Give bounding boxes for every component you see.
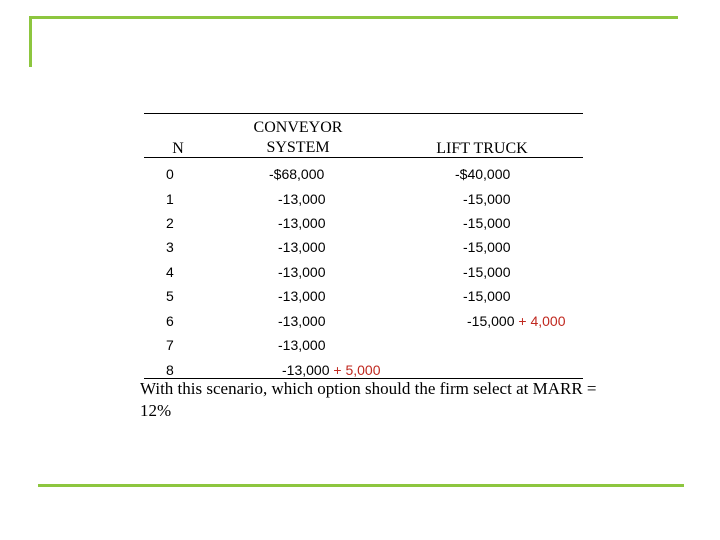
decorative-top-line [29, 16, 678, 19]
cell-conveyor-3 [278, 238, 325, 256]
cell-lift-0 [455, 165, 510, 183]
value: -13,000 [278, 239, 326, 255]
cell-lift-5 [463, 287, 510, 305]
value: -13,000 [278, 288, 326, 304]
cell-n-1: 1 [166, 191, 174, 207]
cell-n-0: 0 [166, 166, 174, 182]
cell-n-3: 3 [166, 239, 174, 255]
cell-conveyor-5 [278, 287, 325, 305]
header-lift-truck: LIFT TRUCK [436, 140, 528, 157]
value: -13,000 [278, 337, 326, 353]
header-n: N [172, 140, 184, 157]
value: -15,000 [467, 313, 515, 329]
cell-lift-2 [463, 214, 510, 232]
cell-n-7: 7 [166, 337, 174, 353]
value: -15,000 [463, 215, 511, 231]
value: -15,000 [463, 239, 511, 255]
value: -15,000 [463, 288, 511, 304]
value: -13,000 [278, 215, 326, 231]
salvage-addition: + 5,000 [329, 362, 381, 378]
cell-lift-1 [463, 190, 510, 208]
cell-conveyor-2 [278, 214, 325, 232]
cell-lift-3 [463, 238, 510, 256]
cell-conveyor-4 [278, 263, 325, 281]
cell-lift-6 [467, 312, 565, 330]
value: -$40,000 [455, 166, 511, 182]
value: -15,000 [463, 264, 511, 280]
cell-conveyor-1 [278, 190, 325, 208]
header-conveyor-line2: SYSTEM [266, 139, 330, 156]
value: -$68,000 [269, 166, 325, 182]
cell-n-8: 8 [166, 362, 174, 378]
cell-n-2: 2 [166, 215, 174, 231]
question-text: With this scenario, which option should the firm select at MARR = 12% [140, 379, 597, 420]
table-top-rule [144, 113, 583, 114]
value: -15,000 [463, 191, 511, 207]
decorative-bottom-line [38, 484, 684, 487]
cell-lift-4 [463, 263, 510, 281]
cell-conveyor-7 [278, 336, 325, 354]
header-conveyor-line1: CONVEYOR [253, 119, 343, 136]
value: -13,000 [278, 191, 326, 207]
value: -13,000 [278, 264, 326, 280]
header-conveyor-system [228, 118, 368, 158]
cell-conveyor-0 [269, 165, 324, 183]
decorative-left-line [29, 16, 32, 67]
salvage-addition: + 4,000 [514, 313, 566, 329]
cell-conveyor-6 [278, 312, 325, 330]
cell-n-5: 5 [166, 288, 174, 304]
cell-n-4: 4 [166, 264, 174, 280]
cell-conveyor-8 [282, 361, 380, 379]
cell-n-6: 6 [166, 313, 174, 329]
value: -13,000 [278, 313, 326, 329]
value: -13,000 [282, 362, 330, 378]
